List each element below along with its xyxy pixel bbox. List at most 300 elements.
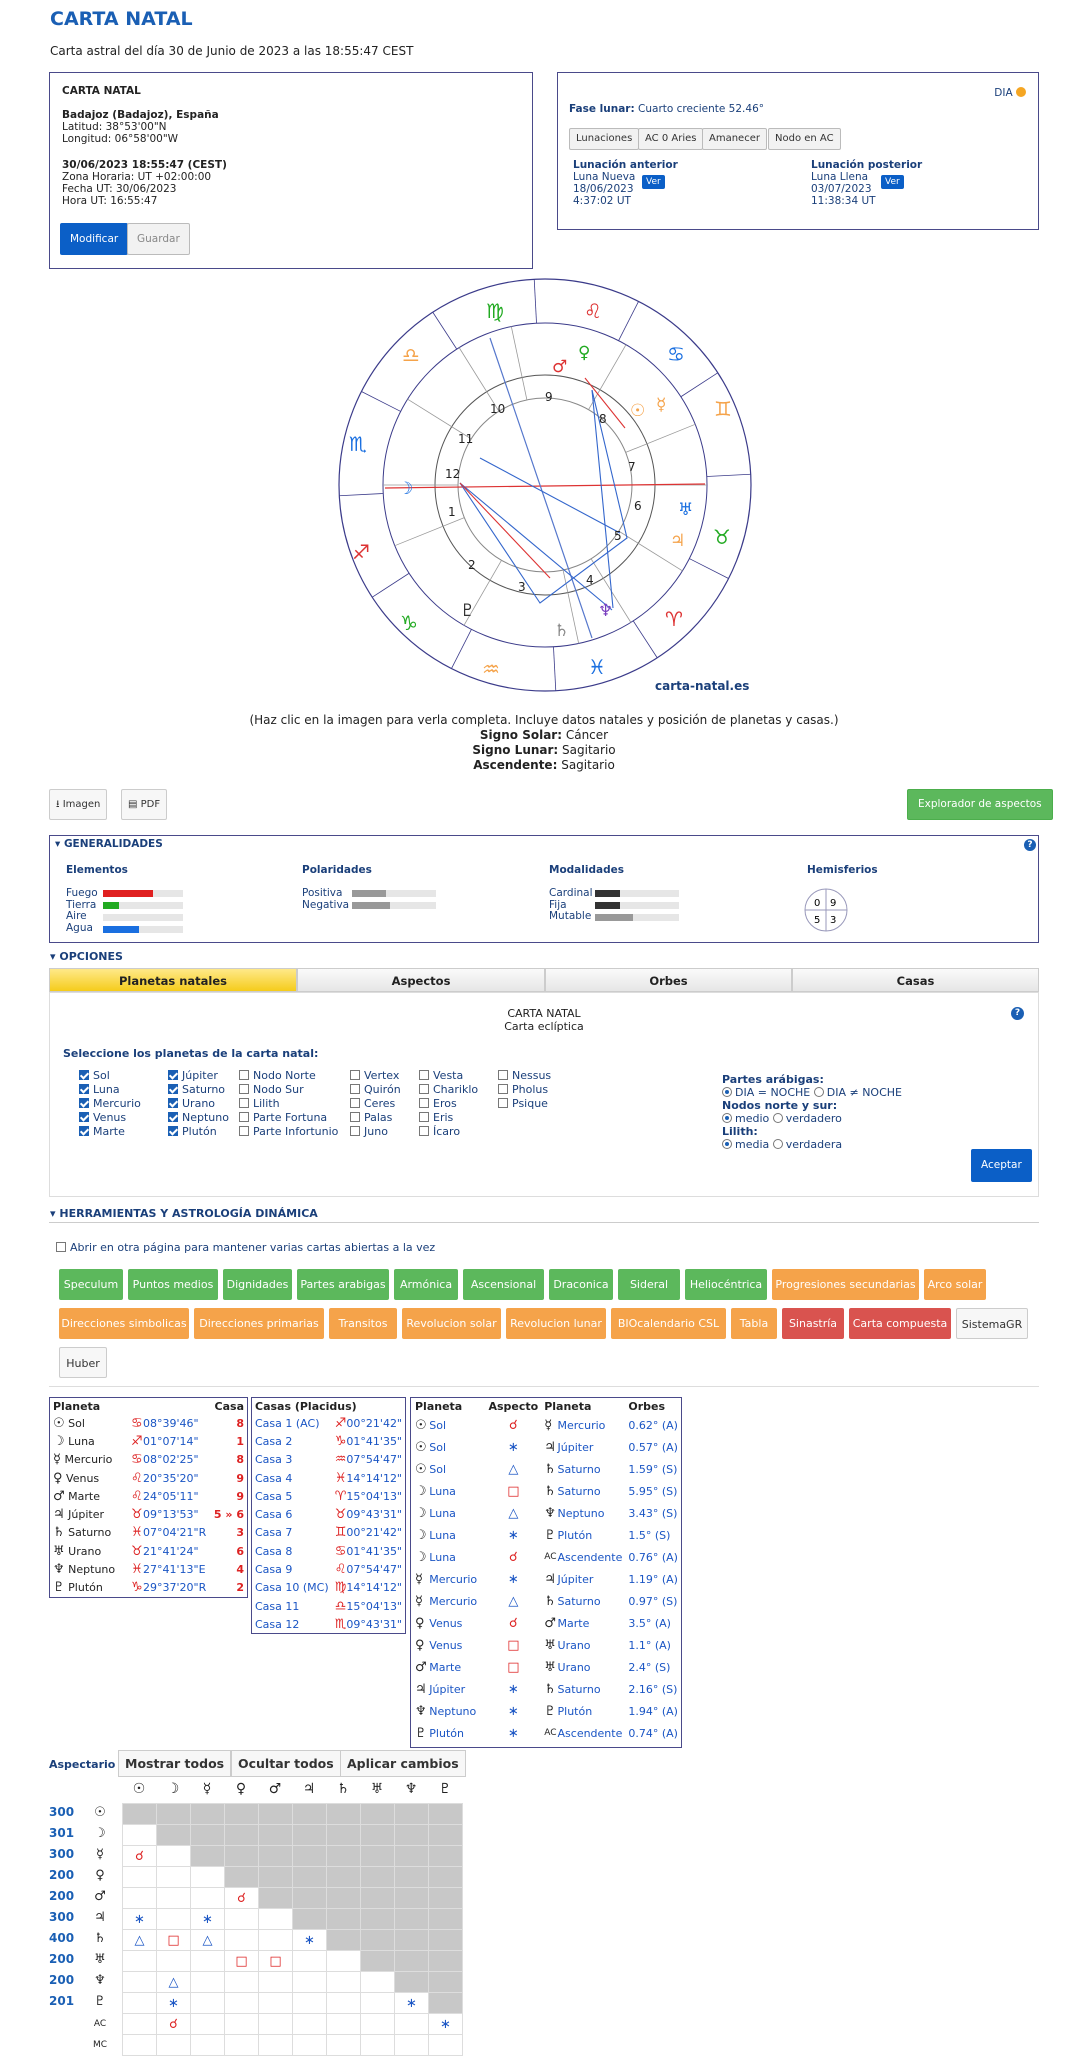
tab-orbs[interactable]: Orbes [545, 968, 792, 992]
planet-checkbox[interactable] [419, 1126, 429, 1136]
planet-checkbox[interactable] [498, 1084, 508, 1094]
house-degree: 01°41'35" [346, 1544, 402, 1558]
planet-checkbox[interactable] [168, 1070, 178, 1080]
prev-lunation-view-button[interactable]: Ver [642, 175, 665, 189]
aspectario-cell[interactable] [157, 1951, 191, 1972]
aspectario-row-count[interactable]: 200 [49, 1868, 75, 1882]
tool-button[interactable]: Revolucion solar [402, 1308, 501, 1339]
planet-cell [50, 1451, 128, 1469]
aspectario-cell[interactable]: ☌ [123, 1846, 157, 1867]
house-10: 10 [490, 402, 506, 416]
tool-button[interactable]: Draconica [549, 1269, 613, 1300]
data-box-heading: CARTA NATAL [62, 85, 141, 97]
planet-glyph-icon: ♀ [415, 1615, 425, 1631]
planet-checkbox[interactable] [79, 1126, 89, 1136]
aspectario-diagonal-cell [293, 1909, 327, 1930]
arab-equal-radio[interactable] [722, 1087, 732, 1097]
tool-button[interactable]: Sideral [618, 1269, 680, 1300]
planet-option[interactable] [239, 1069, 338, 1083]
aspectario-row-count[interactable]: 200 [49, 1973, 75, 1987]
planet-option[interactable] [350, 1083, 401, 1097]
aspectario-grid-row [123, 1993, 463, 2014]
download-pdf-button[interactable] [121, 789, 167, 820]
aspectario-cell[interactable] [225, 2014, 259, 2035]
planet-option[interactable] [239, 1111, 338, 1125]
houses-table [251, 1397, 406, 1634]
aspectario-cell[interactable]: □ [225, 1951, 259, 1972]
aspectario-cell[interactable]: □ [157, 1930, 191, 1951]
planet-house: 9 [236, 1489, 244, 1503]
aspectario-cell[interactable] [123, 2014, 157, 2035]
planet-checkbox[interactable] [239, 1084, 249, 1094]
aspectario-empty-cell [429, 1888, 463, 1909]
tool-button[interactable]: SistemaGR [956, 1308, 1028, 1339]
sign-glyph-icon: ♑ [334, 1433, 347, 1449]
aspectario-cell[interactable] [191, 1888, 225, 1909]
accept-button[interactable]: Aceptar [971, 1149, 1032, 1182]
aspectario-cell[interactable] [259, 2014, 293, 2035]
aspectario-empty-cell [293, 1804, 327, 1825]
sun-glyph-icon: ☉ [630, 401, 646, 421]
generalidades-header[interactable] [55, 838, 163, 850]
aspectario-cell[interactable]: ∗ [293, 1930, 327, 1951]
house-degree: 09°43'31" [346, 1617, 402, 1631]
planet-checkbox[interactable] [350, 1126, 360, 1136]
planet-checkbox[interactable] [79, 1098, 89, 1108]
aspectario-cell[interactable] [225, 2035, 259, 2056]
table-row [412, 1568, 681, 1590]
planet-option[interactable] [350, 1111, 401, 1125]
aspectario-cell[interactable] [157, 1909, 191, 1930]
aspectario-cell[interactable] [259, 1993, 293, 2014]
nodes-true-radio[interactable] [773, 1113, 783, 1123]
moon-sign-value: Sagitario [562, 743, 616, 757]
aspectario-cell[interactable] [123, 1867, 157, 1888]
aspectario-grid [122, 1803, 463, 2056]
hemi-nw: 9 [830, 898, 837, 909]
natal-chart-wheel[interactable] [330, 278, 760, 698]
planet-option[interactable] [498, 1083, 551, 1097]
aspectario-cell[interactable] [225, 1993, 259, 2014]
aspectario-cell[interactable] [259, 1972, 293, 1993]
aspectario-cell[interactable] [327, 1993, 361, 2014]
tool-button[interactable]: Ascensional [463, 1269, 544, 1300]
sign-glyph-icon: ♋ [131, 1415, 143, 1431]
arab-differ-label: DIA ≠ NOCHE [826, 1086, 902, 1099]
tool-button[interactable]: Tabla [731, 1308, 777, 1339]
jupiter-icon: ♃ [670, 531, 686, 551]
fija-bar [595, 902, 679, 909]
aspectario-cell[interactable] [123, 2035, 157, 2056]
tool-button[interactable]: Direcciones primarias [194, 1308, 324, 1339]
tools-divider [49, 1222, 1039, 1223]
aspectario-diagonal-cell [123, 1804, 157, 1825]
planet-checkbox[interactable] [79, 1112, 89, 1122]
planet-checkbox[interactable] [350, 1098, 360, 1108]
tool-button[interactable]: Speculum [59, 1269, 123, 1300]
planet-checkbox[interactable] [419, 1098, 429, 1108]
tab-aspects[interactable]: Aspectos [297, 968, 545, 992]
planet-cell [50, 1469, 128, 1487]
planet-option-label: Venus [93, 1111, 127, 1124]
aspectario-cell[interactable] [293, 1951, 327, 1972]
nodes-mean-label: medio [735, 1112, 770, 1125]
tool-button[interactable]: Transitos [329, 1308, 397, 1339]
aspectario-cell[interactable] [191, 1951, 225, 1972]
aspectario-cell[interactable] [191, 1867, 225, 1888]
planet-option-label: Nodo Sur [253, 1083, 304, 1096]
planet-checkbox[interactable] [168, 1098, 178, 1108]
tab-natal-planets[interactable]: Planetas natales [49, 968, 297, 992]
hide-all-button[interactable]: Ocultar todos [231, 1750, 341, 1777]
planet-option[interactable] [239, 1125, 338, 1139]
planet-option[interactable] [239, 1097, 338, 1111]
aspectario-cell[interactable] [293, 2035, 327, 2056]
planet-option[interactable] [419, 1083, 478, 1097]
show-all-button[interactable]: Mostrar todos [118, 1750, 231, 1777]
planet-checkbox[interactable] [168, 1112, 178, 1122]
planet-glyph-icon: ♄ [544, 1681, 556, 1697]
mars-icon: ♂ [552, 357, 568, 377]
tool-button[interactable]: Carta compuesta [849, 1308, 951, 1339]
aspect-planet1: Luna [429, 1550, 456, 1564]
nodes-true-label: verdadero [785, 1112, 842, 1125]
save-button[interactable]: Guardar [127, 223, 190, 255]
moon-glyph-icon: ☽ [398, 479, 414, 499]
planet-option-label: Saturno [182, 1083, 226, 1096]
aspectario-cell[interactable]: □ [259, 1951, 293, 1972]
aspectario-col-headers [122, 1781, 462, 1797]
aspectario-row-header [49, 1991, 115, 2012]
aspectario-cell[interactable] [259, 1909, 293, 1930]
sign-glyph-icon: ♐ [334, 1415, 347, 1431]
planet-glyph-icon: ♃ [544, 1439, 556, 1455]
planet-glyphs [398, 343, 693, 641]
tool-button[interactable]: Progresiones secundarias [772, 1269, 919, 1300]
aspectario-cell[interactable] [293, 2014, 327, 2035]
aspectario-grid-row [123, 2014, 463, 2035]
tool-button[interactable]: Arco solar [924, 1269, 986, 1300]
aspectario-cell[interactable] [293, 1972, 327, 1993]
sign-divider [372, 573, 409, 597]
hemi-ne: 0 [814, 898, 821, 909]
sagittarius-icon: ♐ [352, 540, 370, 564]
next-lunation-view-button[interactable]: Ver [881, 175, 904, 189]
planet-checkbox[interactable] [79, 1084, 89, 1094]
aspectario-cell[interactable] [293, 1993, 327, 2014]
nodo-en-ac-button[interactable]: Nodo en AC [768, 128, 841, 150]
aspectario-cell[interactable] [395, 2035, 429, 2056]
aspectario-empty-cell [191, 1804, 225, 1825]
download-image-button[interactable] [49, 789, 107, 820]
generalidades-panel [49, 835, 1039, 943]
planet-checkbox[interactable] [79, 1070, 89, 1080]
aspectario-cell[interactable]: ∗ [191, 1909, 225, 1930]
aspect-icon: ∗ [507, 1439, 519, 1455]
aspectario-row-count[interactable]: 200 [49, 1952, 75, 1966]
planet-checkbox[interactable] [350, 1084, 360, 1094]
planet-checkbox-column [350, 1069, 401, 1139]
aspectario-cell[interactable]: ∗ [395, 1993, 429, 2014]
aspect-explorer-button[interactable]: Explorador de aspectos [907, 789, 1053, 820]
arab-differ-radio[interactable] [814, 1087, 824, 1097]
aspectario-empty-cell [293, 1846, 327, 1867]
modality-fija: Fija [549, 898, 567, 911]
house-name: Casa 5 [255, 1489, 293, 1503]
planet-checkbox[interactable] [239, 1098, 249, 1108]
chart-watermark: carta-natal.es [655, 679, 750, 693]
tool-button[interactable]: Huber [59, 1347, 107, 1378]
tool-button[interactable]: Partes arabigas [297, 1269, 389, 1300]
aspectario-cell[interactable] [157, 1846, 191, 1867]
tab-houses[interactable]: Casas [792, 968, 1039, 992]
house-cusp-line [395, 518, 465, 546]
aspectario-cell[interactable] [361, 2014, 395, 2035]
aspectario-diagonal-cell [259, 1888, 293, 1909]
aspectario-empty-cell [327, 1804, 361, 1825]
planet-checkbox[interactable] [239, 1112, 249, 1122]
planet-option-label: Vesta [433, 1069, 464, 1082]
aspectario-row-count[interactable]: 300 [49, 1910, 75, 1924]
aspect-planet2: Saturno [557, 1682, 601, 1696]
aspectario-cell[interactable] [327, 1972, 361, 1993]
aspectario-cell[interactable]: ∗ [123, 1909, 157, 1930]
positive-bar [352, 890, 436, 897]
planet-checkbox[interactable] [419, 1084, 429, 1094]
amanecer-button[interactable]: Amanecer [702, 128, 767, 150]
planet-option[interactable] [168, 1111, 229, 1125]
table-row [412, 1678, 681, 1700]
help-icon[interactable]: ? [1024, 839, 1036, 851]
aspectario-cell[interactable] [361, 2035, 395, 2056]
agua-bar [103, 926, 183, 933]
planet-checkbox[interactable] [350, 1112, 360, 1122]
negative-bar [352, 902, 436, 909]
planet-degree: 24°05'11" [143, 1489, 199, 1503]
sign-divider [534, 279, 536, 323]
sign-glyph-icon: ♌ [131, 1488, 143, 1504]
sign-glyph-icon: ♈ [334, 1488, 347, 1504]
aspectario-empty-cell [361, 1825, 395, 1846]
table-row [412, 1590, 681, 1612]
aspectario-cell[interactable]: △ [123, 1930, 157, 1951]
aspectario-grid-row [123, 1909, 463, 1930]
aspectario-cell[interactable]: △ [191, 1930, 225, 1951]
planet-option[interactable] [168, 1097, 229, 1111]
planet-glyph-icon: AC [544, 1552, 557, 1562]
planet-option-label: Juno [364, 1125, 388, 1138]
lilith-mean-radio[interactable] [722, 1139, 732, 1149]
aspect-icon: △ [508, 1593, 519, 1609]
modify-button[interactable]: Modificar [60, 223, 128, 255]
planet-option-label: Quirón [364, 1083, 401, 1096]
planet-option[interactable] [239, 1083, 338, 1097]
aspectario-cell[interactable] [429, 2035, 463, 2056]
aspectario-row-header [49, 1949, 115, 1970]
planet-house: 4 [236, 1563, 244, 1577]
tool-button[interactable]: Direcciones simbolicas [59, 1308, 189, 1339]
planet-glyph-icon: ♅ [544, 1659, 556, 1675]
aspect-planet1: Sol [429, 1418, 447, 1432]
planet-option[interactable] [350, 1069, 401, 1083]
prev-lunation-type: Luna Nueva [573, 171, 636, 183]
sign-glyph-icon: ♓ [131, 1562, 143, 1578]
aspectario-cell[interactable]: ∗ [157, 1993, 191, 2014]
aspectario-cell[interactable] [259, 1930, 293, 1951]
aspectario-cell[interactable] [225, 1909, 259, 1930]
tool-button[interactable]: Heliocéntrica [685, 1269, 767, 1300]
planet-checkbox[interactable] [168, 1084, 178, 1094]
planet-option[interactable] [498, 1097, 551, 1111]
aspect-icon: ∗ [507, 1703, 519, 1719]
aspectario-empty-cell [429, 1951, 463, 1972]
aspect-planet1: Luna [429, 1506, 456, 1520]
planet-checkbox[interactable] [168, 1126, 178, 1136]
nodes-mean-radio[interactable] [722, 1113, 732, 1123]
planet-option[interactable] [168, 1125, 229, 1139]
aspectario-cell[interactable] [361, 1993, 395, 2014]
aspectario-row-count[interactable]: 300 [49, 1847, 75, 1861]
hemispheres-title: Hemisferios [807, 864, 878, 876]
planet-cell [50, 1542, 128, 1560]
aspectario-empty-cell [395, 1951, 429, 1972]
aspectario-row-count[interactable]: 201 [49, 1994, 75, 2008]
planet-option[interactable] [79, 1097, 141, 1111]
aspectario-empty-cell [293, 1888, 327, 1909]
aspectario-grid-row [123, 1846, 463, 1867]
aspectario-cell[interactable] [123, 1951, 157, 1972]
aspectario-cell[interactable] [123, 1825, 157, 1846]
planet-option[interactable] [79, 1083, 141, 1097]
planet-option[interactable] [79, 1125, 141, 1139]
planet-option[interactable] [350, 1125, 401, 1139]
planet-option[interactable] [79, 1111, 141, 1125]
moon-sign-line [0, 743, 1088, 758]
aspectario-cell[interactable] [123, 1993, 157, 2014]
planet-option[interactable] [168, 1083, 229, 1097]
house-degree: 14°14'12" [346, 1471, 402, 1485]
planet-name: Urano [68, 1544, 102, 1558]
planet-option[interactable] [419, 1111, 478, 1125]
aspectario-row-header [49, 1886, 115, 1907]
aspect-planet1: Plutón [429, 1726, 464, 1740]
aspectario-col-glyph-icon: ♅ [370, 1781, 384, 1797]
aspectario-cell[interactable]: △ [157, 1972, 191, 1993]
table-row [50, 1414, 247, 1432]
tool-button[interactable]: Puntos medios [128, 1269, 218, 1300]
table-row [412, 1546, 681, 1568]
planet-glyph-icon: ♄ [544, 1593, 556, 1609]
tool-button[interactable]: BIOcalendario CSL [611, 1308, 726, 1339]
aspectario-diagonal-cell [395, 1972, 429, 1993]
aspectario-row-count[interactable]: 300 [49, 1805, 75, 1819]
aspectario-cell[interactable] [157, 1888, 191, 1909]
aspectario-cell[interactable] [327, 1951, 361, 1972]
aspectario-cell[interactable] [191, 1972, 225, 1993]
aspectario-cell[interactable] [157, 1867, 191, 1888]
aspectario-cell[interactable] [327, 2014, 361, 2035]
table-row [252, 1560, 405, 1578]
aspectario-cell[interactable]: ∗ [429, 2014, 463, 2035]
aspect-planet2: Plutón [557, 1528, 593, 1542]
planet-option[interactable] [419, 1097, 478, 1111]
options-panel-title: CARTA NATAL [507, 1007, 581, 1020]
aspectario-cell[interactable] [395, 2014, 429, 2035]
axis-lines [385, 338, 705, 638]
planet-option[interactable] [168, 1069, 229, 1083]
tool-button[interactable]: Armónica [394, 1269, 458, 1300]
aspectario-cell[interactable] [123, 1888, 157, 1909]
sun-sign-value: Cáncer [565, 728, 609, 742]
tool-button[interactable]: Sinastría [782, 1308, 844, 1339]
aspectario-cell[interactable] [123, 1972, 157, 1993]
aspectario-row-count[interactable]: 301 [49, 1826, 75, 1840]
aspects-col-orb: Orbes [628, 1399, 666, 1413]
aspectario-cell[interactable] [191, 1993, 225, 2014]
help-icon[interactable]: ? [1011, 1007, 1024, 1020]
planet-option-label: Chariklo [433, 1083, 479, 1096]
planet-option[interactable] [350, 1097, 401, 1111]
sign-glyph-icon: ♊ [334, 1525, 347, 1541]
ac-0-aries-button[interactable]: AC 0 Aries [638, 128, 703, 150]
house-name: Casa 3 [255, 1453, 293, 1467]
planet-checkbox[interactable] [239, 1070, 249, 1080]
planet-option[interactable] [498, 1069, 551, 1083]
aspectario-empty-cell [327, 1888, 361, 1909]
sun-sign-line [0, 728, 1088, 743]
apply-changes-button[interactable]: Aplicar cambios [340, 1750, 466, 1777]
options-header[interactable] [50, 950, 123, 963]
aspectario-row-count[interactable]: 400 [49, 1931, 75, 1945]
sign-divider [633, 621, 657, 658]
aspectario-cell[interactable] [327, 2035, 361, 2056]
aspect-orb: 1.19° (A) [628, 1572, 678, 1586]
planet-option[interactable] [419, 1125, 478, 1139]
house-name: Casa 1 (AC) [255, 1416, 320, 1430]
aspectario-cell[interactable]: ☌ [157, 2014, 191, 2035]
open-new-page-option[interactable] [56, 1241, 435, 1254]
planet-glyph-icon: ♇ [544, 1703, 556, 1719]
aspectario-cell[interactable] [361, 1972, 395, 1993]
open-new-page-checkbox[interactable] [56, 1242, 66, 1252]
aspectario-cell[interactable] [259, 2035, 293, 2056]
aspectario-cell[interactable] [225, 1930, 259, 1951]
planet-checkbox[interactable] [350, 1070, 360, 1080]
planet-checkbox[interactable] [498, 1070, 508, 1080]
aspectario-cell[interactable] [157, 2035, 191, 2056]
planet-option[interactable] [419, 1069, 478, 1083]
tool-button[interactable]: Revolucion lunar [506, 1308, 606, 1339]
house-name: Casa 10 (MC) [255, 1581, 329, 1595]
house-2: 2 [468, 558, 476, 572]
planet-option[interactable] [79, 1069, 141, 1083]
lilith-true-radio[interactable] [773, 1139, 783, 1149]
aries-icon: ♈ [665, 607, 683, 631]
planet-checkbox[interactable] [419, 1112, 429, 1122]
aspectario-cell[interactable]: ☌ [225, 1888, 259, 1909]
planet-checkbox[interactable] [498, 1098, 508, 1108]
tools-header[interactable] [50, 1207, 318, 1220]
aspectario-row-count[interactable]: 200 [49, 1889, 75, 1903]
aspectario-cell[interactable] [191, 2014, 225, 2035]
planet-checkbox[interactable] [239, 1126, 249, 1136]
lunaciones-button[interactable]: Lunaciones [569, 128, 639, 150]
aspectario-empty-cell [327, 1909, 361, 1930]
aspectario-cell[interactable] [225, 1972, 259, 1993]
aspectario-cell[interactable] [191, 2035, 225, 2056]
planet-checkbox[interactable] [419, 1070, 429, 1080]
tool-button[interactable]: Dignidades [223, 1269, 292, 1300]
